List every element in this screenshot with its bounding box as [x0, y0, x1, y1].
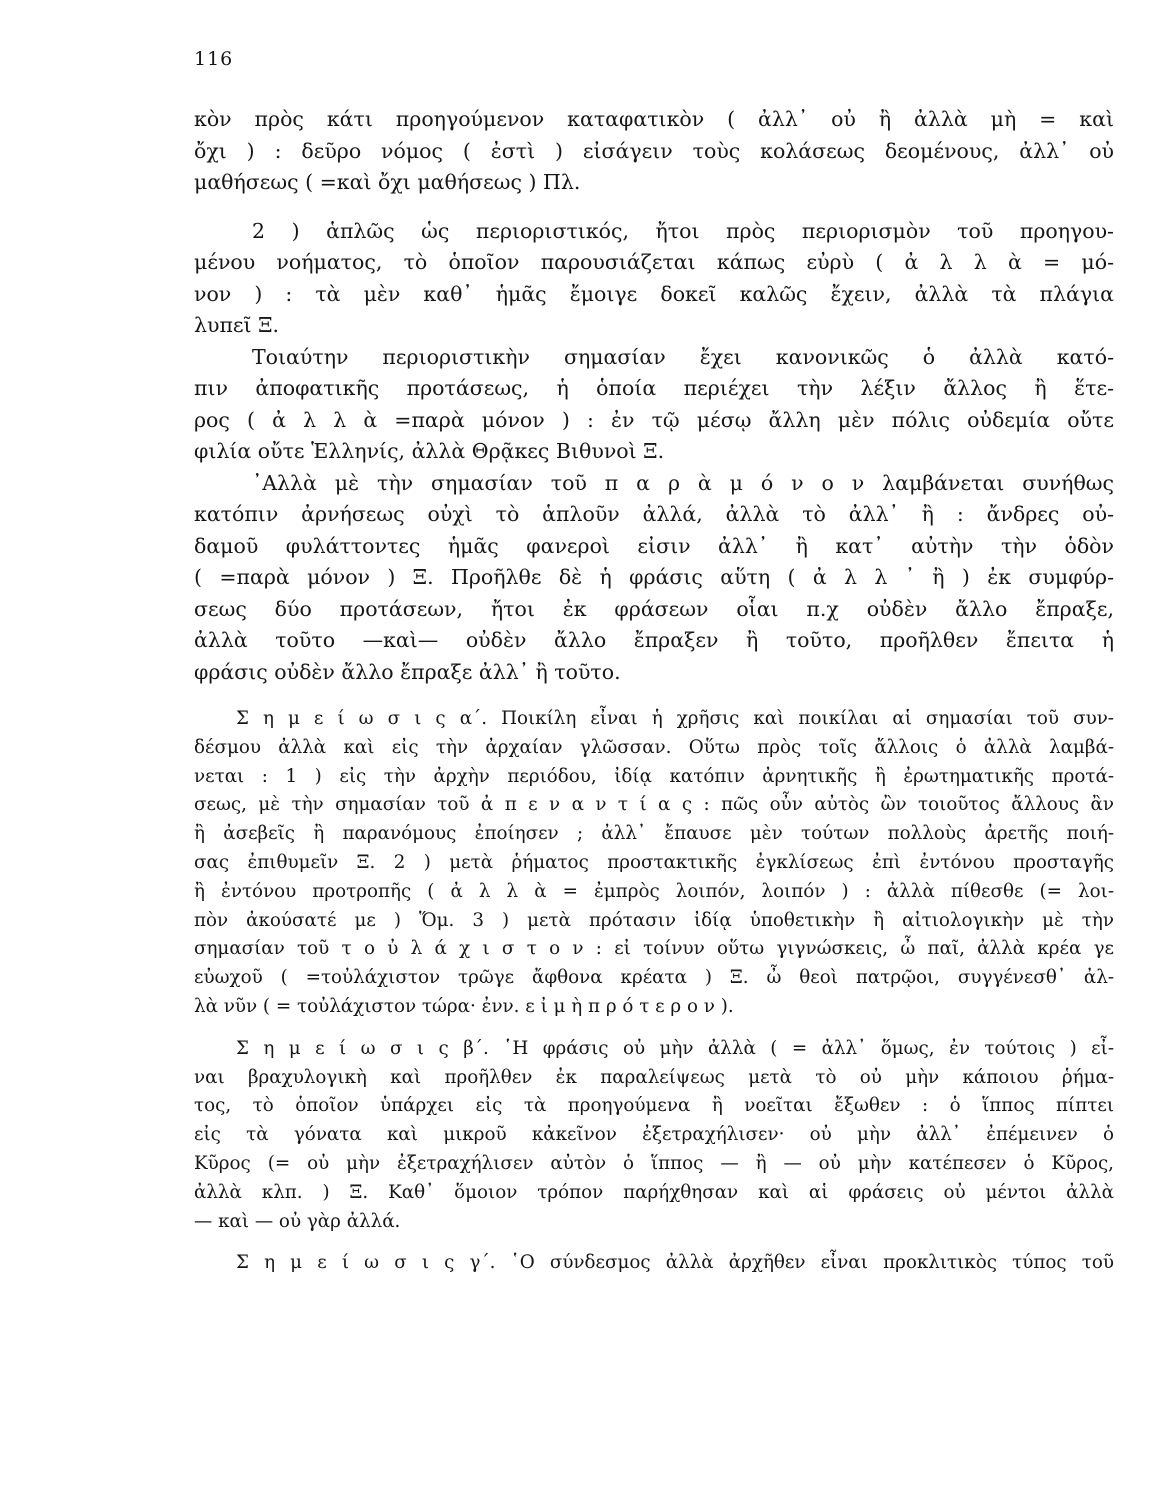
page-number: 116 [194, 48, 234, 70]
main-text [194, 104, 1114, 1278]
text-line: μένου νοήματος, τὸ ὁποῖον παρουσιάζεται κάπως εὐρὺ ( ἀ λ λ ὰ = μό- [194, 250, 1114, 274]
text-line: ( =παρὰ μόνον ) Ξ. Προῆλθε δὲ ἡ φράσις αὕτη ( ἀ λ λ ᾽ ἢ ) ἐκ συμφύρ- [194, 565, 1114, 589]
note-line: τος, τὸ ὁποῖον ὑπάρχει εἰς τὰ προηγούμενα ἢ νοεῖται ἔξωθεν : ὁ ἵππος πίπτει [194, 1095, 1114, 1117]
text-line: κὸν πρὸς κάτι προηγούμενον καταφατικὸν ( ἀλλ᾽ οὐ ἢ ἀλλὰ μὴ = καὶ [194, 107, 1114, 131]
text-line: φιλία οὔτε Ἑλληνίς, ἀλλὰ Θρᾷκες Βιθυνοὶ Ξ. [194, 439, 665, 463]
text-line: ἀλλὰ τοῦτο —καὶ— οὐδὲν ἄλλο ἔπραξεν ἢ τοῦτο, προῆλθεν ἔπειτα ἡ [194, 628, 1114, 652]
text-line: δαμοῦ φυλάττοντες ἡμᾶς φανεροὶ εἰσιν ἀλλ᾽ ἢ κατ᾽ αὐτὴν τὴν ὁδὸν [194, 533, 1114, 558]
note-line: — καὶ — οὐ γὰρ ἀλλά. [194, 1210, 401, 1232]
text-line: κατόπιν ἀρνήσεως οὐχὶ τὸ ἁπλοῦν ἀλλά, ἀλλὰ τὸ ἀλλ᾽ ἢ : ἄνδρες οὐ- [194, 502, 1114, 526]
note-line: Σ η μ ε ί ω σ ι ς α΄. Ποικίλη εἶναι ἡ χρῆσις καὶ ποικίλαι αἱ σημασίαι τοῦ συν- [236, 708, 1114, 729]
note-line: ἢ ἀσεβεῖς ἢ παρανόμους ἐποίησεν ; ἀλλ᾽ ἔπαυσε μὲν τούτων πολλοὺς ἀρετῆς ποιή- [194, 823, 1114, 845]
note-gamma [194, 1249, 1114, 1278]
note-line: Κῦρος (= οὐ μὴν ἐξετραχήλισεν αὐτὸν ὁ ἵππος — ἢ — οὐ μὴν κατέπεσεν ὁ Κῦρος, [194, 1152, 1114, 1174]
note-line: Σ η μ ε ί ω σ ι ς β΄. ῾Η φράσις οὐ μὴν ἀλλὰ ( = ἀλλ᾽ ὅμως, ἐν τούτοις ) εἶ- [236, 1037, 1114, 1059]
text-line: ρος ( ἀ λ λ ὰ =παρὰ μόνον ) : ἐν τῷ μέσῳ ἄλλη μὲν πόλις οὐδεμία οὔτε [194, 407, 1114, 432]
text-line: Τοιαύτην περιοριστικὴν σημασίαν ἔχει κανονικῶς ὁ ἀλλὰ κατό- [252, 344, 1114, 369]
note-line: ἀλλὰ κλπ. ) Ξ. Καθ᾽ ὅμοιον τρόπον παρήχθησαν καὶ αἱ φράσεις οὐ μέντοι ἀλλὰ [194, 1181, 1114, 1203]
text-line: 2 ) ἁπλῶς ὡς περιοριστικός, ἤτοι πρὸς περιορισμὸν τοῦ προηγου- [252, 218, 1114, 243]
text-line: φράσις οὐδὲν ἄλλο ἔπραξε ἀλλ᾽ ἢ τοῦτο. [194, 659, 621, 684]
note-line: ναι βραχυλογικὴ καὶ προῆλθεν ἐκ παραλείψεως μετὰ τὸ οὐ μὴν κάποιου ῥήμα- [194, 1066, 1114, 1088]
text-line: μαθήσεως ( =καὶ ὄχι μαθήσεως ) Πλ. [194, 170, 581, 194]
note-line: νεται : 1 ) εἰς τὴν ἀρχὴν περιόδου, ἰδίᾳ κατόπιν ἀρνητικῆς ἢ ἐρωτηματικῆς προτά- [194, 765, 1114, 787]
text-line: λυπεῖ Ξ. [194, 313, 280, 337]
note-line: σας ἐπιθυμεῖν Ξ. 2 ) μετὰ ῥήματος προστακτικῆς ἐγκλίσεως ἐπὶ ἐντόνου προσταγῆς [194, 851, 1114, 873]
note-line: ἢ ἐντόνου προτροπῆς ( ἀ λ λ ὰ = ἐμπρὸς λοιπόν, λοιπόν ) : ἀλλὰ πίθεσθε (= λοι- [194, 880, 1114, 902]
text-line: ᾽Αλλὰ μὲ τὴν σημασίαν τοῦ π α ρ ὰ μ ό ν ο ν λαμβάνεται συνήθως [252, 470, 1114, 495]
note-line: εὐωχοῦ ( =τοὐλάχιστον τρῶγε ἄφθονα κρέατα ) Ξ. ὦ θεοὶ πατρῷοι, συγγένεσθ᾽ ἀλ- [194, 967, 1114, 989]
note-line: δέσμου ἀλλὰ καὶ εἰς τὴν ἀρχαίαν γλῶσσαν. Οὕτω πρὸς τοῖς ἄλλοις ὁ ἀλλὰ λαμβά- [194, 736, 1114, 758]
note-beta [194, 1035, 1114, 1237]
note-line: λὰ νῦν ( = τοὐλάχιστον τώρα· ἐνν. ε ἰ μ ὴ π ρ ό τ ε ρ ο ν ). [194, 995, 734, 1017]
note-line: Σ η μ ε ί ω σ ι ς γ΄. ῾Ο σύνδεσμος ἀλλὰ ἀρχῆθεν εἶναι προκλιτικὸς τύπος τοῦ [236, 1252, 1114, 1274]
note-alpha [194, 705, 1114, 1022]
text-line: σεως δύο προτάσεων, ἤτοι ἐκ φράσεων οἷαι π.χ οὐδὲν ἄλλο ἔπραξε, [194, 596, 1114, 621]
note-line: σημασίαν τοῦ τ ο ὐ λ ά χ ι σ τ ο ν : εἰ τοίνυν οὕτω γιγνώσκεις, ὦ παῖ, ἀλλὰ κρέα γε [194, 938, 1114, 960]
note-line: πὸν ἀκούσατέ με ) Ὅμ. 3 ) μετὰ πρότασιν ἰδίᾳ ὑποθετικὴν ἢ αἰτιολογικὴν μὲ τὴν [194, 909, 1114, 931]
note-line: εἰς τὰ γόνατα καὶ μικροῦ κἀκεῖνον ἐξετραχήλισεν· οὐ μὴν ἀλλ᾽ ἐπέμεινεν ὁ [194, 1124, 1114, 1146]
text-line: νον ) : τὰ μὲν καθ᾽ ἡμᾶς ἔμοιγε δοκεῖ καλῶς ἔχειν, ἀλλὰ τὰ πλάγια [194, 281, 1114, 306]
note-line: σεως, μὲ τὴν σημασίαν τοῦ ἀ π ε ν α ν τ ί α ς : πῶς οὖν αὐτὸς ὢν τοιοῦτος ἄλλους ἂν [194, 794, 1114, 816]
text-line: ὄχι ) : δεῦρο νόμος ( ἐστὶ ) εἰσάγειν τοὺς κολάσεως δεομένους, ἀλλ᾽ οὐ [194, 138, 1114, 163]
text-line: πιν ἀποφατικῆς προτάσεως, ἡ ὁποία περιέχει τὴν λέξιν ἄλλος ἢ ἕτε- [194, 376, 1114, 400]
